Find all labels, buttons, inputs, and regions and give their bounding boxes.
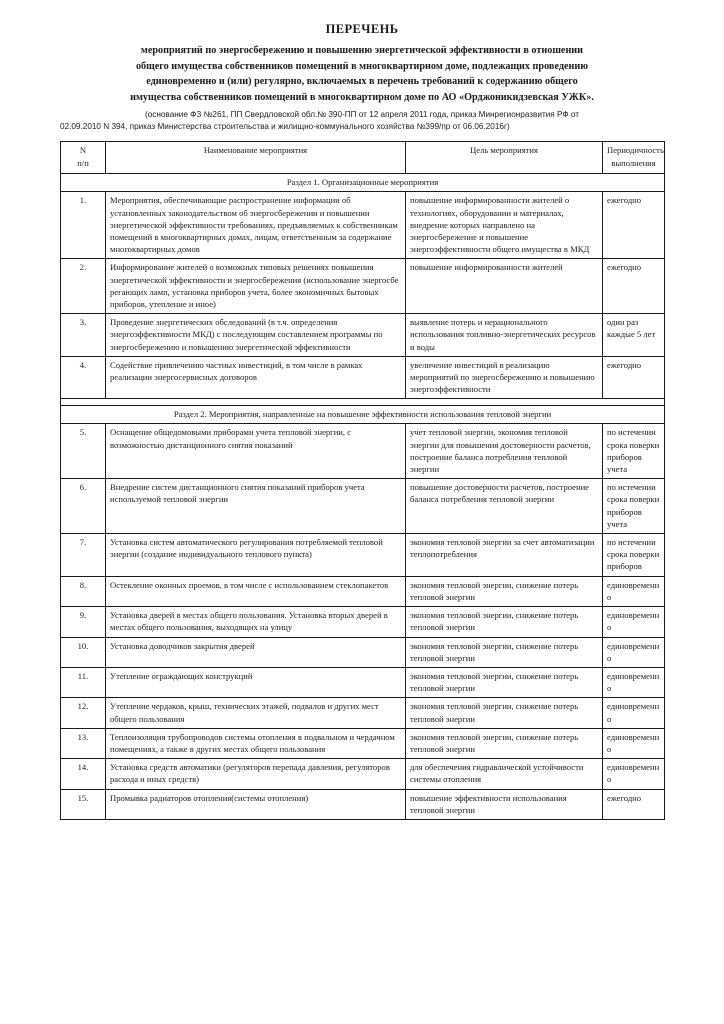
row-period-cell: по истечении срока поверки приборов (603, 534, 665, 577)
row-period-cell: единовременн о (603, 667, 665, 697)
column-header-period-line1: Периодичность (607, 145, 664, 156)
row-goal-cell: экономия тепловой энергии за счет автоматизации теплопотребления (406, 534, 603, 577)
row-period-cell: ежегодно (603, 192, 665, 259)
row-goal-cell: выявление потерь и нерационального использования топливно-энергетических ресурсов и воды (406, 314, 603, 357)
row-goal-cell: повышение информированности жителей (406, 259, 603, 314)
table-row (61, 424, 665, 479)
table-section-title: Раздел 1. Организационные мероприятия (61, 174, 665, 192)
subtitle-line-3: единовременно и (или) регулярно, включаемых в перечень требований к содержанию общего (146, 76, 578, 88)
row-period-cell: один раз каждые 5 лет (603, 314, 665, 357)
column-header-name: Наименование мероприятия (106, 142, 406, 174)
row-name-cell: Внедрение систем дистанционного снятия показаний приборов учета используемой тепловой энергии (106, 479, 406, 534)
table-row (61, 637, 665, 667)
row-number-cell: 5. (61, 424, 106, 479)
row-period-cell: по истечении срока поверки приборов учета (603, 424, 665, 479)
table-header-row (61, 142, 665, 174)
row-name-cell: Содействие привлечению частных инвестиций, в том числе в рамках реализации энергосервисных договоров (106, 356, 406, 399)
row-goal-cell: экономия тепловой энергии, снижение потерь тепловой энергии (406, 576, 603, 606)
row-number-cell: 7. (61, 534, 106, 577)
row-name-cell: Проведение энергетических обследований (в т.ч. определения энергоэффективности МКД) с последующим составлением программы по энергосбережению и повышению энергетической эффективности (106, 314, 406, 357)
row-number-cell: 2. (61, 259, 106, 314)
table-row (61, 192, 665, 259)
table-spacer-cell (61, 399, 665, 406)
row-goal-cell: экономия тепловой энергии, снижение потерь тепловой энергии (406, 698, 603, 728)
column-header-number-line2: п/п (77, 157, 89, 168)
row-name-cell: Мероприятия, обеспечивающие распространение информации об установленных законодательством об энергосбережении и повышении энергетической эффективности требованиях, предъявляемых к собственникам помещений в многоквартирных домах, лицам, ответственным за содержание многоквартирных домов (106, 192, 406, 259)
column-header-number (61, 142, 106, 174)
row-period-cell: ежегодно (603, 259, 665, 314)
row-period-cell: единовременн о (603, 607, 665, 637)
row-goal-cell: для обеспечения гидравлической устойчивости системы отопления (406, 759, 603, 789)
table-row (61, 667, 665, 697)
table-row (61, 479, 665, 534)
table-section-row (61, 174, 665, 192)
row-number-cell: 3. (61, 314, 106, 357)
row-name-cell: Промывка радиаторов отопления(системы отопления) (106, 789, 406, 819)
table-row (61, 759, 665, 789)
row-name-cell: Установка систем автоматического регулирования потребляемой тепловой энергии (создание индивидуального теплового пункта) (106, 534, 406, 577)
row-number-cell: 12. (61, 698, 106, 728)
table-section-row (61, 406, 665, 424)
row-number-cell: 1. (61, 192, 106, 259)
column-header-goal: Цель мероприятия (406, 142, 603, 174)
column-header-number-line1: N (79, 145, 87, 156)
table-row (61, 314, 665, 357)
row-name-cell: Теплоизоляция трубопроводов системы отопления в подвальном и чердачном помещениях, а также в других местах общего пользования (106, 728, 406, 758)
legal-basis-line-1: (основание ФЗ №261, ПП Свердловской обл.№ 390-ПП от 12 апреля 2011 года, приказ Минрегионразвития РФ от (144, 110, 579, 120)
table-spacer-row (61, 399, 665, 406)
table-row (61, 789, 665, 819)
row-number-cell: 9. (61, 607, 106, 637)
document-header (60, 22, 664, 132)
row-name-cell: Оснащение общедомовыми приборами учета тепловой энергии, с возможностью дистанционного снятия показаний (106, 424, 406, 479)
row-number-cell: 8. (61, 576, 106, 606)
table-section-title: Раздел 2. Мероприятия, направленные на повышение эффективности использования тепловой энергии (61, 406, 665, 424)
row-name-cell: Остекление оконных проемов, в том числе с использованием стеклопакетов (106, 576, 406, 606)
table-body (61, 174, 665, 820)
row-number-cell: 15. (61, 789, 106, 819)
table-row (61, 356, 665, 399)
row-name-cell: Утепление ограждающих конструкций (106, 667, 406, 697)
table-row (61, 728, 665, 758)
row-number-cell: 14. (61, 759, 106, 789)
row-goal-cell: учет тепловой энергии, экономия тепловой энергии для повышения достоверности расчетов, построение баланса потребления тепловой энергии (406, 424, 603, 479)
table-row (61, 259, 665, 314)
subtitle-line-2: общего имущества собственников помещений в многоквартирном доме, подлежащих проведению (135, 60, 589, 72)
row-number-cell: 4. (61, 356, 106, 399)
table-row (61, 607, 665, 637)
row-goal-cell: повышение достоверности расчетов, построение баланса потребления тепловой энергии (406, 479, 603, 534)
document-legal-basis (60, 109, 664, 132)
row-goal-cell: экономия тепловой энергии, снижение потерь тепловой энергии (406, 667, 603, 697)
row-goal-cell: экономия тепловой энергии, снижение потерь тепловой энергии (406, 637, 603, 667)
table-row (61, 698, 665, 728)
legal-basis-line-2: 02.09.2010 N 394, приказ Министерства строительства и жилищно-коммунального хозяйства №399/пр от 06.06.2016г) (60, 121, 510, 131)
row-period-cell: единовременн о (603, 637, 665, 667)
row-name-cell: Информирование жителей о возможных типовых решениях повышения энергетической эффективности и энергосбережения (использование энергосбе регающих ламп, установка приборов учета, более экономичных бытовых приборов, утепление и иное) (106, 259, 406, 314)
row-period-cell: единовременн о (603, 759, 665, 789)
row-number-cell: 6. (61, 479, 106, 534)
row-period-cell: по истечении срока поверки приборов учета (603, 479, 665, 534)
table-row (61, 576, 665, 606)
row-goal-cell: повышение эффективности использования тепловой энергии (406, 789, 603, 819)
row-name-cell: Установка средств автоматики (регуляторов перепада давления, регуляторов расхода и иных средств) (106, 759, 406, 789)
row-period-cell: единовременн о (603, 576, 665, 606)
row-period-cell: ежегодно (603, 789, 665, 819)
table-row (61, 534, 665, 577)
row-goal-cell: экономия тепловой энергии, снижение потерь тепловой энергии (406, 728, 603, 758)
row-number-cell: 13. (61, 728, 106, 758)
measures-table (60, 141, 665, 820)
row-number-cell: 11. (61, 667, 106, 697)
row-goal-cell: повышение информированности жителей о технологиях, оборудовании и материалах, внедрение которых направлено на энергосбережение и повышение энергоэффективности общего имущества в МКД (406, 192, 603, 259)
row-name-cell: Утепление чердаков, крыш, технических этажей, подвалов и других мест общего пользования (106, 698, 406, 728)
column-header-period-line2: выполнения (611, 157, 656, 168)
row-number-cell: 10. (61, 637, 106, 667)
row-period-cell: единовременн о (603, 728, 665, 758)
row-goal-cell: увеличение инвестиций в реализацию мероприятий по энергосбережению и повышению энергоэффективности (406, 356, 603, 399)
row-period-cell: ежегодно (603, 356, 665, 399)
row-name-cell: Установка дверей в местах общего пользования. Установка вторых дверей в местах общего пользования, выходящих на улицу (106, 607, 406, 637)
page-title: ПЕРЕЧЕНЬ (325, 22, 399, 36)
row-name-cell: Установка доводчиков закрытия дверей (106, 637, 406, 667)
row-period-cell: единовременн о (603, 698, 665, 728)
column-header-period (603, 142, 665, 174)
row-goal-cell: экономия тепловой энергии, снижение потерь тепловой энергии (406, 607, 603, 637)
subtitle-line-4: имущества собственников помещений в многоквартирном доме по АО «Орджоникидзевская УЖК». (130, 91, 594, 103)
subtitle-line-1: мероприятий по энергосбережению и повышению энергетической эффективности в отношении (140, 45, 584, 57)
table-header (61, 142, 665, 174)
